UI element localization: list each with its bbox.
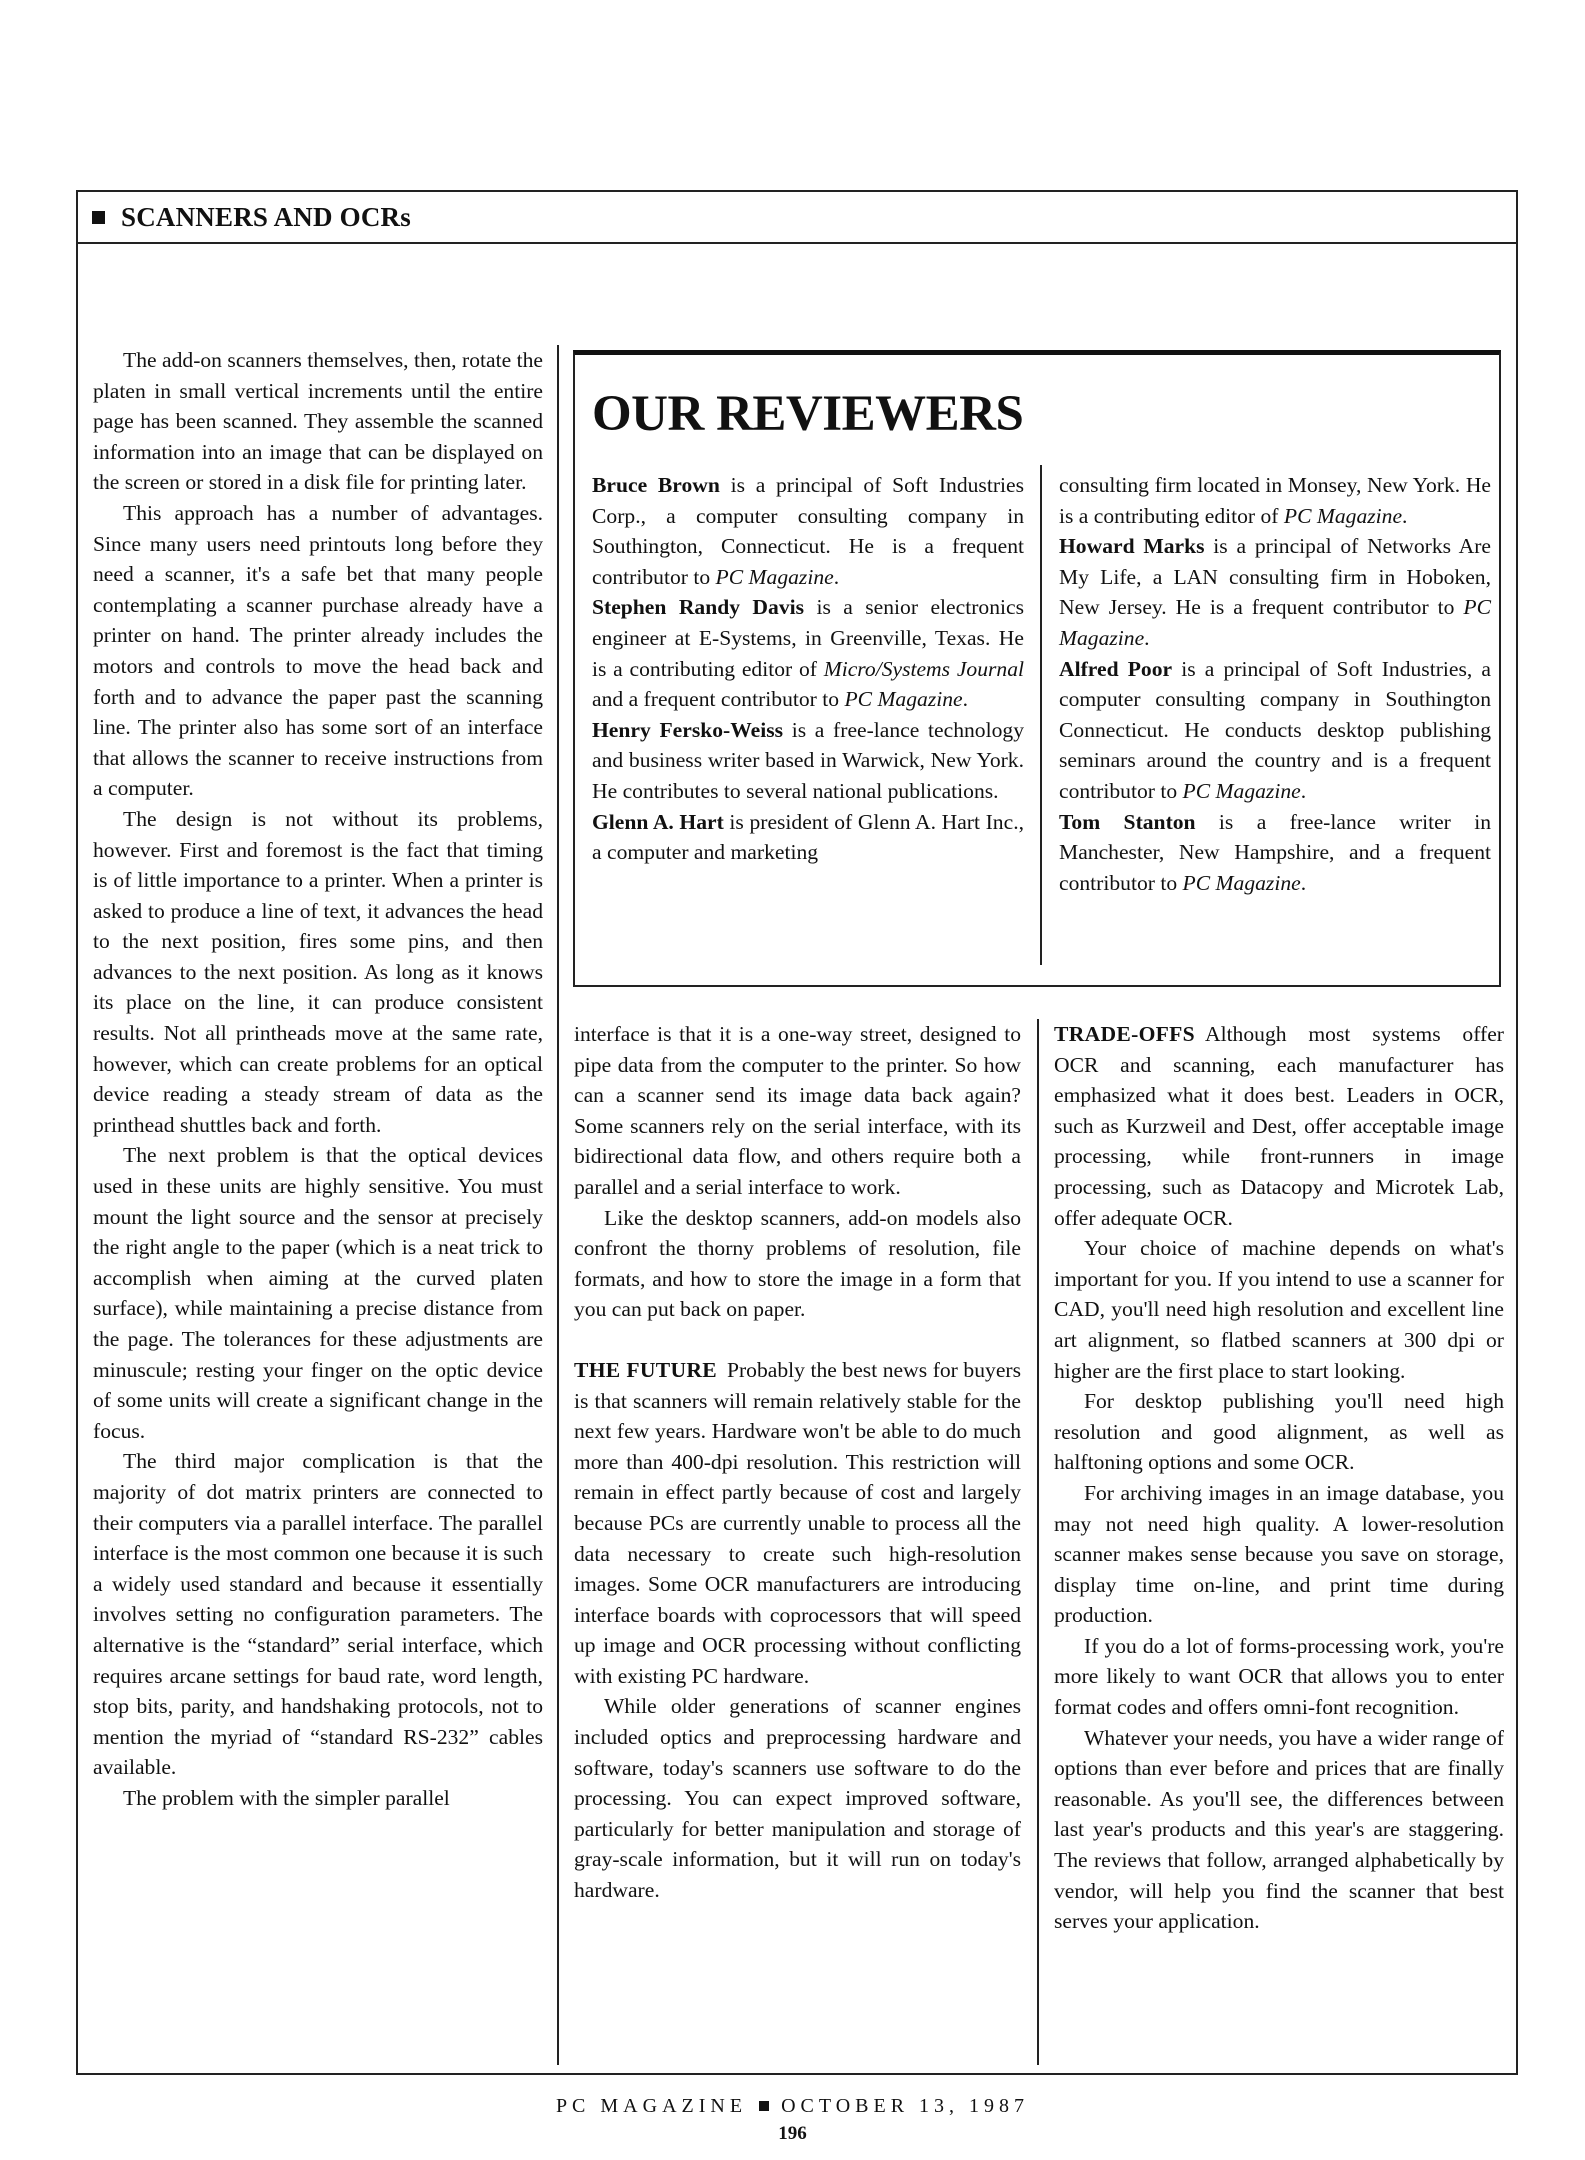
paragraph: While older generations of scanner engines included optics and preprocessing hardware and software, today's scanners use software to do the processing. You can expect improved software, particularly for better manipulation and storage of gray-scale information, but it will run on today's hardware. (574, 1694, 1021, 1903)
reviewers-right-column (1059, 470, 1491, 898)
footer-magazine: PC MAGAZINE (555, 2095, 748, 2117)
column-divider (1037, 1019, 1039, 2065)
page-number: 196 (778, 2123, 807, 2144)
square-bullet-icon (759, 2101, 769, 2111)
column-1 (93, 345, 543, 1814)
reviewer-entry: Stephen Randy Davis is a senior electronics engineer at E-Systems, in Greenville, Texas. He is a contributing editor of Micro/Systems Journal and a frequent contributor to PC Magazine. (592, 595, 1024, 712)
reviewer-entry: Howard Marks is a principal of Networks Are My Life, a LAN consulting firm in Hoboken, New Jersey. He is a frequent contributor to PC Magazine. (1059, 534, 1491, 650)
paragraph: The next problem is that the optical devices used in these units are highly sensitive. You must mount the light source and the sensor at precisely the right angle to the paper (which is a neat trick to accomplish when aiming at the curved platen surface), while maintaining a precise distance from the page. The tolerances for these adjustments are minuscule; resting your finger on the optic device of some units will create a significant change in the focus. (93, 1143, 543, 1443)
subhead-the-future: THE FUTURE (574, 1357, 717, 1382)
page-footer (0, 2095, 1585, 2118)
column-3 (1054, 1019, 1504, 1937)
column-2 (574, 1019, 1021, 1906)
paragraph: The problem with the simpler parallel (123, 1785, 450, 1810)
reviewers-left-column (592, 470, 1024, 868)
paragraph: Like the desktop scanners, add-on models also confront the thorny problems of resolution, file formats, and how to store the image in a form that you can put back on paper. (574, 1205, 1021, 1322)
paragraph: The add-on scanners themselves, then, rotate the platen in small vertical increments until the entire page has been scanned. They assemble the scanned information into an image that can be displayed on the screen or stored in a disk file for printing later. (93, 348, 543, 495)
reviewer-name: Stephen Randy Davis (592, 595, 805, 620)
reviewer-name: Bruce Brown (592, 473, 720, 497)
section-header (78, 192, 1516, 244)
reviewer-entry: Bruce Brown is a principal of Soft Industries Corp., a computer consulting company in Southington, Connecticut. He is a frequent contributor to PC Magazine. (592, 473, 1024, 589)
reviewer-entry: Henry Fersko-Weiss is a free-lance technology and business writer based in Warwick, New York. He contributes to several national publications. (592, 717, 1024, 803)
reviewer-name: Howard Marks (1059, 534, 1205, 559)
footer-date: OCTOBER 13, 1987 (781, 2095, 1030, 2117)
reviewers-heading: OUR REVIEWERS (592, 386, 1024, 442)
paragraph: TRADE-OFFS Although most systems offer OCR and scanning, each manufacturer has emphasized what it does best. Leaders in OCR, such as Kurzweil and Dest, offer acceptable image processing, while front-runners in image processing, such as Datacopy and Microtek Lab, offer adequate OCR. (1054, 1022, 1504, 1230)
paragraph: The third major complication is that the majority of dot matrix printers are connected to their computers via a parallel interface. The parallel interface is the most common one because it is such a widely used standard and because it essentially involves setting no configuration parameters. The alternative is the “standard” serial interface, which requires arcane settings for baud rate, word length, stop bits, parity, and handshaking protocols, not to mention the myriad of “standard RS-232” cables available. (93, 1449, 543, 1780)
paragraph: The design is not without its problems, however. First and foremost is the fact that timing is of little importance to a printer. When a printer is asked to produce a line of text, it advances the head to the next position, fires some pins, and then advances to the next position. As long as it knows its place on the line, it can produce consistent results. Not all printheads move at the same rate, however, which can create problems for an optical device reading a steady stream of data as the printhead shuttles back and forth. (93, 806, 543, 1137)
reviewer-name: Alfred Poor (1059, 656, 1173, 681)
paragraph: Whatever your needs, you have a wider range of options than ever before and prices that are finally reasonable. As you'll see, the differences between last year's products and this year's are staggering. The reviews that follow, arranged alphabetically by vendor, will help you find the scanner that best serves your application. (1054, 1725, 1504, 1934)
paragraph: This approach has a number of advantages. Since many users need printouts long before they need a scanner, it's a safe bet that many people contemplating a scanner purchase already have a printer on hand. The printer already includes the motors and controls to move the head back and forth and to advance the paper past the scanning line. The printer also has some sort of an interface that allows the scanner to receive instructions from a computer. (93, 500, 543, 801)
section-title: SCANNERS AND OCRs (121, 201, 411, 232)
reviewer-entry: Glenn A. Hart is president of Glenn A. Hart Inc., a computer and marketing (592, 809, 1024, 865)
paragraph: For archiving images in an image database, you may not need high quality. A lower-resolution scanner makes sense because you save on storage, display time on-line, and print time during production. (1054, 1480, 1504, 1628)
reviewers-divider (1040, 465, 1042, 965)
reviewer-entry: Alfred Poor is a principal of Soft Industries, a computer consulting company in Southington Connecticut. He conducts desktop publishing seminars around the country and is a frequent contributor to PC Magazine. (1059, 656, 1491, 803)
reviewer-entry: consulting firm located in Monsey, New York. He is a contributing editor of PC Magazine. (1059, 473, 1491, 528)
paragraph: If you do a lot of forms-processing work, you're more likely to want OCR that allows you to enter format codes and offers omni-font recognition. (1054, 1633, 1504, 1720)
reviewer-name: Glenn A. Hart (592, 809, 724, 834)
reviewers-box (573, 350, 1501, 987)
subhead-trade-offs: TRADE-OFFS (1054, 1022, 1195, 1046)
reviewer-entry: Tom Stanton is a free-lance writer in Manchester, New Hampshire, and a frequent contributor to PC Magazine. (1059, 809, 1491, 895)
column-divider (557, 345, 559, 2065)
square-bullet-icon (92, 211, 105, 224)
paragraph: Your choice of machine depends on what's important for you. If you intend to use a scanner for CAD, you'll need high resolution and excellent line art alignment, so flatbed scanners at 300 dpi or higher are the first place to start looking. (1054, 1236, 1504, 1383)
paragraph: interface is that it is a one-way street, designed to pipe data from the computer to the printer. So how can a scanner send its image data back again? Some scanners rely on the serial interface, with its bidirectional data flow, and others require both a parallel and a serial interface to work. (574, 1022, 1021, 1199)
reviewer-name: Tom Stanton (1059, 809, 1196, 834)
reviewer-name: Henry Fersko-Weiss (592, 717, 784, 742)
paragraph: THE FUTURE Probably the best news for buyers is that scanners will remain relatively stable for the next few years. Hardware won't be able to do much more than 400-dpi resolution. This restriction will remain in effect partly because of cost and largely because PCs are currently unable to process all the data necessary to create such high-resolution images. Some OCR manufacturers are introducing interface boards with coprocessors that will speed up image and OCR processing without conflicting with existing PC hardware. (574, 1357, 1022, 1688)
paragraph: For desktop publishing you'll need high resolution and good alignment, as well as halftoning options and some OCR. (1054, 1389, 1504, 1475)
